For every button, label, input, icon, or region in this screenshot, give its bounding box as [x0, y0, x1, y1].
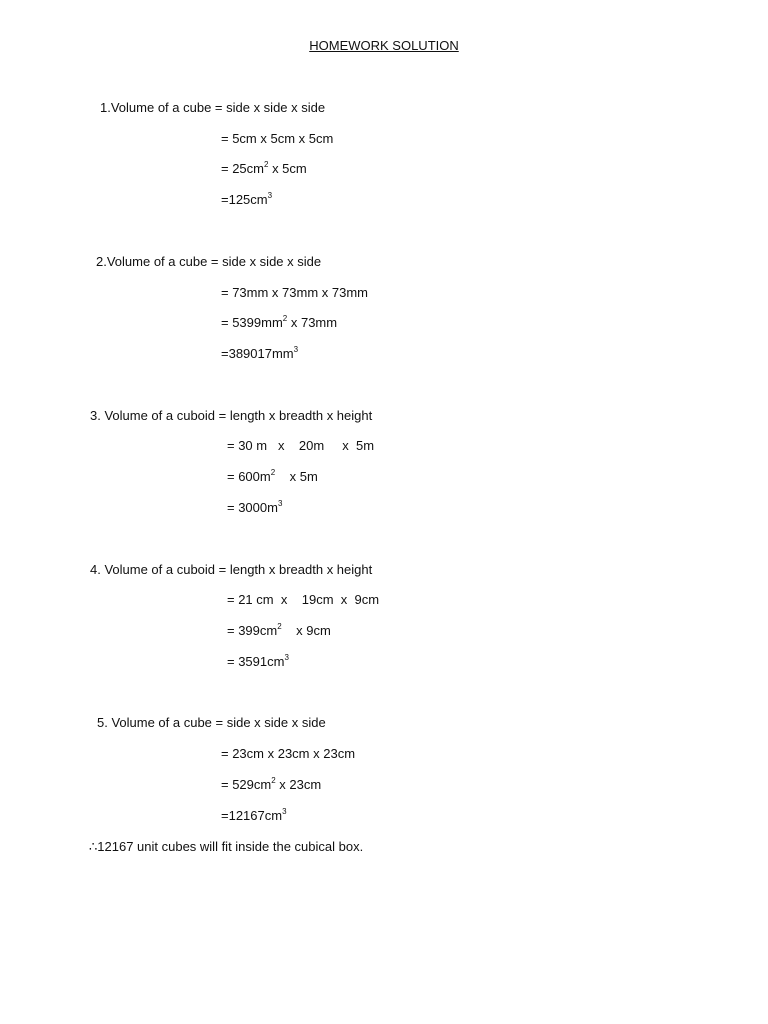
conclusion-text: ∴12167 unit cubes will fit inside the cubical box. — [89, 839, 364, 854]
problem-4-step-1: = 21 cm x 19cm x 9cm — [227, 592, 380, 607]
problem-4-heading: 4. Volume of a cuboid = length x breadth x height — [90, 562, 373, 577]
problem-5-heading: 5. Volume of a cube = side x side x side — [97, 715, 326, 730]
problem-5-step-3: $=12167cm^3$ — [221, 807, 287, 823]
problem-2-step-3: $=389017mm^3$ — [221, 345, 299, 361]
problem-5-step-1: = 23cm x 23cm x 23cm — [221, 746, 356, 761]
problem-3-heading: 3. Volume of a cuboid = length x breadth x height — [90, 408, 373, 423]
page-title: HOMEWORK SOLUTION — [309, 38, 459, 53]
problem-1-step-1: = 5cm x 5cm x 5cm — [221, 131, 334, 146]
problem-2-step-1: = 73mm x 73mm x 73mm — [221, 285, 369, 300]
problem-3-step-1: = 30 m x 20m x 5m — [227, 438, 375, 453]
problem-4-step-3: = $3591cm^3$ — [227, 653, 289, 669]
problem-4-step-2: = $399cm^2$ x 9cm — [227, 622, 331, 638]
problem-3-step-3: = $3000m^3$ — [227, 499, 283, 515]
problem-3-step-2: = $600m^2$ x 5m — [227, 468, 318, 484]
problem-5-step-2: = $529cm^2$ x 23cm — [221, 776, 322, 792]
problem-2-step-2: = $5399mm^2$ x 73mm — [221, 314, 338, 330]
problem-2-heading: 2.Volume of a cube = side x side x side — [96, 254, 322, 269]
problem-1-step-2: = $25cm^2$ x 5cm — [221, 160, 307, 176]
problem-1-step-3: $=125cm^3$ — [221, 191, 273, 207]
problem-1-heading: 1.Volume of a cube = side x side x side — [100, 100, 326, 115]
